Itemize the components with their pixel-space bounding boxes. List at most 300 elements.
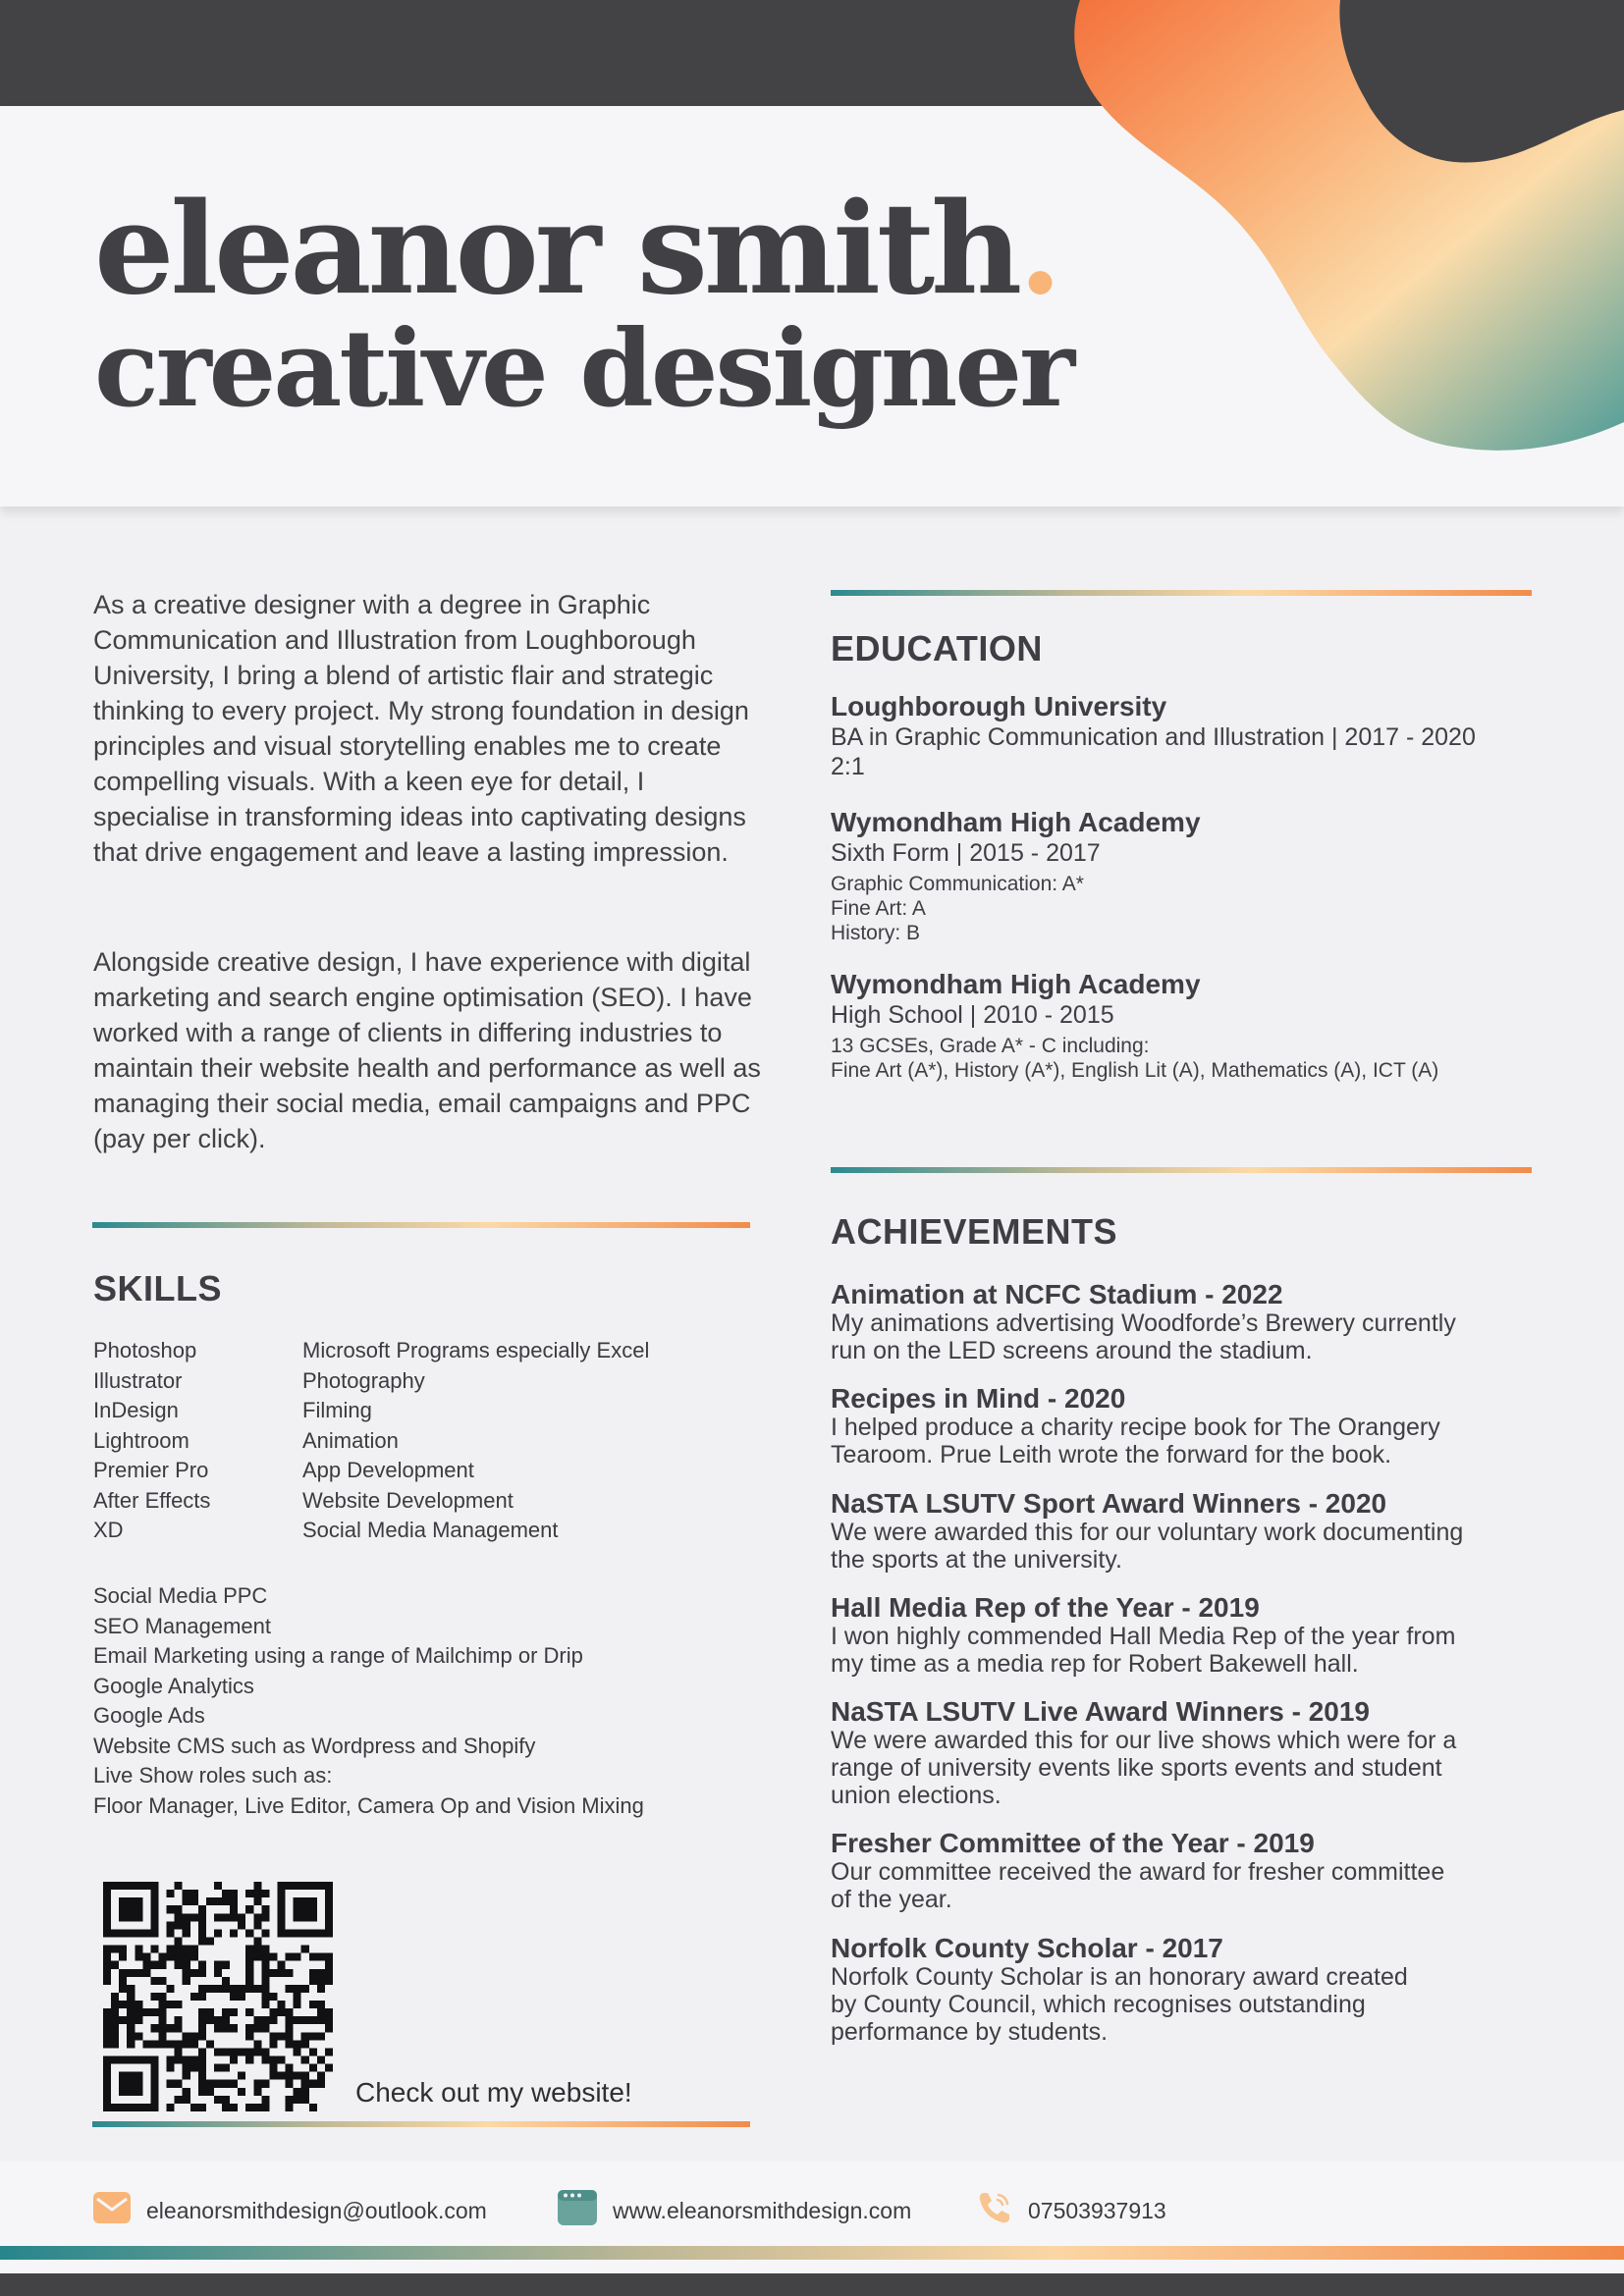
qr-module [294, 1953, 301, 1961]
contact-website[interactable] [558, 2191, 911, 2230]
achievements-divider [831, 1167, 1532, 1173]
qr-module [111, 2040, 119, 2048]
contact-phone[interactable] [977, 2191, 1166, 2230]
qr-module [103, 2096, 111, 2104]
qr-module [198, 1969, 206, 1977]
qr-module [253, 1985, 261, 1993]
qr-module [103, 1929, 111, 1937]
qr-module [238, 1993, 245, 2001]
qr-module [142, 1929, 150, 1937]
qr-module [190, 2056, 198, 2064]
qr-module [325, 2064, 333, 2072]
qr-module [253, 1897, 261, 1905]
qr-module [127, 1985, 135, 1993]
qr-module [103, 2016, 111, 2024]
qr-module [150, 2008, 158, 2016]
qr-module [150, 1913, 158, 1921]
qr-module [127, 1913, 135, 1921]
qr-module [253, 2040, 261, 2048]
qr-module [119, 1913, 127, 1921]
qr-module [325, 2024, 333, 2032]
qr-module [127, 2016, 135, 2024]
qr-module [150, 1897, 158, 1905]
qr-module [127, 2104, 135, 2111]
qr-module [103, 1921, 111, 1929]
skill-item: Photography [302, 1367, 425, 1393]
qr-module [317, 1977, 325, 1985]
qr-module [135, 1946, 142, 1953]
qr-module [222, 2048, 230, 2056]
skill-item: Email Marketing using a range of Mailchimp or Drip [93, 1643, 583, 1668]
qr-module [175, 2040, 183, 2048]
qr-module [167, 2024, 175, 2032]
qr-module [294, 1905, 301, 1913]
qr-module [230, 1985, 238, 1993]
qr-module [214, 1985, 222, 1993]
grade-line: 2:1 [831, 753, 865, 780]
qr-module [253, 1890, 261, 1897]
qr-module [245, 1953, 253, 1961]
qr-module [222, 2016, 230, 2024]
qr-module [142, 2040, 150, 2048]
qr-module [119, 1897, 127, 1905]
qr-module [261, 2056, 269, 2064]
qr-module [183, 2072, 190, 2080]
qr-module [135, 2016, 142, 2024]
qr-module [119, 2080, 127, 2088]
qr-module [278, 2008, 286, 2016]
qr-module [214, 1969, 222, 1977]
qr-module [230, 1905, 238, 1913]
skill-item: Website Development [302, 1487, 514, 1513]
qr-module [230, 1993, 238, 2001]
qr-module [150, 1890, 158, 1897]
qr-module [269, 2008, 277, 2016]
qr-module [325, 1890, 333, 1897]
qr-module [127, 1905, 135, 1913]
qr-module [127, 1969, 135, 1977]
qr-module [253, 1953, 261, 1961]
qr-module [325, 1977, 333, 1985]
qr-module [119, 1946, 127, 1953]
qr-module [175, 1921, 183, 1929]
qr-module [127, 2008, 135, 2016]
qr-module [103, 1897, 111, 1905]
qr-module [222, 2008, 230, 2016]
achievement-description: of the year. [831, 1886, 952, 1913]
skill-item: Premier Pro [93, 1458, 209, 1482]
qr-module [119, 1985, 127, 1993]
qr-module [294, 1897, 301, 1905]
qr-module [245, 2024, 253, 2032]
qr-module [119, 1977, 127, 1985]
qr-module [301, 1929, 309, 1937]
qr-module [127, 2088, 135, 2096]
qr-module [245, 2104, 253, 2111]
qr-module [183, 1977, 190, 1985]
qr-module [142, 2008, 150, 2016]
qr-module [238, 1985, 245, 1993]
qr-module [206, 2088, 214, 2096]
achievement-title: Animation at NCFC Stadium - 2022 [831, 1279, 1283, 1309]
qr-module [167, 1985, 175, 1993]
qr-module [222, 1977, 230, 1985]
qr-module [135, 1913, 142, 1921]
qr-module [119, 1953, 127, 1961]
qr-module [183, 2040, 190, 2048]
qr-module [206, 2008, 214, 2016]
qr-module [214, 1897, 222, 1905]
qr-module [261, 1969, 269, 1977]
skill-item: SEO Management [93, 1613, 271, 1638]
achievement-entry [831, 1384, 1538, 1468]
qr-module [222, 1961, 230, 1969]
qr-module [111, 2024, 119, 2032]
qr-module [158, 1961, 166, 1969]
qr-module [127, 2032, 135, 2040]
qr-module [111, 1961, 119, 1969]
qr-module [245, 1890, 253, 1897]
qr-module [206, 2080, 214, 2088]
qr-module [261, 1993, 269, 2001]
qr-module [253, 2024, 261, 2032]
qr-module [286, 1969, 294, 1977]
achievement-description: the sports at the university. [831, 1546, 1122, 1574]
qr-module [103, 1961, 111, 1969]
qr-module [135, 2072, 142, 2080]
qr-module [150, 1905, 158, 1913]
qr-module [103, 2040, 111, 2048]
qr-module [325, 1961, 333, 1969]
qr-module [119, 1905, 127, 1913]
qr-module [119, 2001, 127, 2008]
qr-module [294, 2048, 301, 2056]
qr-module [111, 1946, 119, 1953]
qr-module [119, 1969, 127, 1977]
qr-module [167, 1929, 175, 1937]
qr-module [278, 1921, 286, 1929]
skills-title: SKILLS [93, 1268, 223, 1308]
qr-module [301, 2040, 309, 2048]
about-paragraph-1: As a creative designer with a degree in Graphic Communication and Illustration from Loughborough University, I bring a blend of artistic flair and strategic thinking to every project. My strong foundation in design principles and visual storytelling enables me to create compelling visuals. With a keen eye for detail, I specialise in transforming ideas into captivating designs that drive engagement and leave a lasting impression. [93, 590, 749, 867]
qr-module [190, 1953, 198, 1961]
qr-module [214, 2016, 222, 2024]
qr-module [309, 2001, 317, 2008]
qr-module [309, 2104, 317, 2111]
email-text: eleanorsmithdesign@outlook.com [146, 2197, 487, 2223]
qr-module [103, 1890, 111, 1897]
qr-module [111, 2104, 119, 2111]
qr-module [190, 1913, 198, 1921]
qr-divider [92, 2121, 750, 2127]
qr-module [245, 2008, 253, 2016]
degree-line: Sixth Form | 2015 - 2017 [831, 839, 1101, 867]
qr-module [278, 2072, 286, 2080]
qr-module [301, 2072, 309, 2080]
skill-item: Illustrator [93, 1367, 183, 1393]
qr-module [245, 1929, 253, 1937]
qr-module [135, 1929, 142, 1937]
qr-module [245, 1969, 253, 1977]
qr-module [150, 1961, 158, 1969]
qr-module [253, 1882, 261, 1890]
qr-module [175, 1946, 183, 1953]
qr-module [198, 2080, 206, 2088]
qr-module [150, 2096, 158, 2104]
qr-module [214, 2080, 222, 2088]
qr-module [317, 2072, 325, 2080]
achievement-entry [831, 1593, 1538, 1678]
qr-module [286, 2032, 294, 2040]
qr-module [167, 1953, 175, 1961]
qr-module [309, 2064, 317, 2072]
qr-module [183, 2064, 190, 2072]
qr-module [286, 2024, 294, 2032]
qr-module [253, 2088, 261, 2096]
qr-module [301, 1946, 309, 1953]
grade-line: History: B [831, 922, 921, 944]
achievement-title: Fresher Committee of the Year - 2019 [831, 1828, 1315, 1858]
qr-module [294, 2096, 301, 2104]
qr-module [183, 2056, 190, 2064]
skill-item: Google Analytics [93, 1673, 254, 1698]
qr-module [175, 1937, 183, 1945]
qr-module [135, 2001, 142, 2008]
qr-module [222, 2096, 230, 2104]
job-title: creative designer [94, 307, 1073, 431]
degree-line: High School | 2010 - 2015 [831, 1001, 1114, 1029]
qr-module [103, 2008, 111, 2016]
qr-module [103, 2080, 111, 2088]
qr-module [278, 1882, 286, 1890]
qr-module [142, 1961, 150, 1969]
skill-item: Lightroom [93, 1427, 189, 1453]
qr-module [325, 1929, 333, 1937]
qr-module [269, 2072, 277, 2080]
qr-module [150, 1929, 158, 1937]
qr-module [127, 2001, 135, 2008]
qr-module [301, 1882, 309, 1890]
qr-module [286, 2104, 294, 2111]
qr-module [261, 2024, 269, 2032]
qr-module [317, 1969, 325, 1977]
qr-module [286, 1929, 294, 1937]
qr-module [135, 2080, 142, 2088]
skill-item: Microsoft Programs especially Excel [302, 1338, 650, 1362]
qr-module [175, 1913, 183, 1921]
qr-module [269, 2056, 277, 2064]
qr-module [127, 2080, 135, 2088]
qr-module [198, 2032, 206, 2040]
qr-module [150, 2080, 158, 2088]
achievement-title: NaSTA LSUTV Live Award Winners - 2019 [831, 1696, 1371, 1727]
qr-module [214, 1961, 222, 1969]
qr-module [198, 2072, 206, 2080]
qr-module [190, 1897, 198, 1905]
contact-email[interactable] [93, 2191, 487, 2230]
achievement-description: I helped produce a charity recipe book for The Orangery [831, 1414, 1440, 1441]
achievement-entry [831, 1280, 1538, 1364]
qr-module [127, 1993, 135, 2001]
qr-module [317, 2008, 325, 2016]
achievement-description: by County Council, which recognises outstanding [831, 1991, 1366, 2018]
qr-module [301, 2088, 309, 2096]
education-divider [831, 590, 1532, 596]
envelope-icon [93, 2191, 131, 2230]
qr-module [175, 1905, 183, 1913]
qr-module [103, 2072, 111, 2080]
qr-module [245, 2032, 253, 2040]
grade-line: Fine Art: A [831, 897, 926, 920]
qr-module [294, 2072, 301, 2080]
qr-module [278, 2056, 286, 2064]
qr-module [167, 2104, 175, 2111]
qr-module [309, 2016, 317, 2024]
qr-module [286, 2008, 294, 2016]
skill-item: Google Ads [93, 1703, 205, 1728]
achievement-entry [831, 1934, 1538, 2046]
qr-module [198, 1905, 206, 1913]
qr-module [325, 1953, 333, 1961]
footer-gradient-stripe [0, 2246, 1624, 2260]
website-qr-code[interactable] [103, 1882, 333, 2111]
institution-name: Wymondham High Academy [831, 807, 1201, 837]
qr-module [230, 1929, 238, 1937]
qr-module [278, 1913, 286, 1921]
qr-module [214, 2048, 222, 2056]
phone-text: 07503937913 [1028, 2197, 1166, 2223]
qr-module [245, 1905, 253, 1913]
qr-module [294, 2040, 301, 2048]
qr-module [167, 1905, 175, 1913]
skill-item: Website CMS such as Wordpress and Shopify [93, 1733, 536, 1758]
skill-item: XD [93, 1518, 124, 1542]
qr-module [222, 2080, 230, 2088]
qr-module [198, 1937, 206, 1945]
website-text: www.eleanorsmithdesign.com [613, 2197, 912, 2223]
qr-module [253, 2080, 261, 2088]
qr-module [230, 1913, 238, 1921]
qr-module [253, 2104, 261, 2111]
achievement-description: My animations advertising Woodforde’s Brewery currently [831, 1309, 1456, 1337]
qr-module [142, 1953, 150, 1961]
qr-module [238, 2048, 245, 2056]
qr-module [111, 1882, 119, 1890]
qr-module [325, 1969, 333, 1977]
qr-module [294, 1993, 301, 2001]
qr-module [103, 1977, 111, 1985]
qr-module [167, 1890, 175, 1897]
institution-name: Wymondham High Academy [831, 969, 1201, 999]
qr-module [103, 2104, 111, 2111]
qr-module [198, 1921, 206, 1929]
qr-module [198, 2048, 206, 2056]
qr-module [142, 2104, 150, 2111]
qr-module [294, 1929, 301, 1937]
achievement-title: Norfolk County Scholar - 2017 [831, 1933, 1223, 1963]
qr-module [261, 1929, 269, 1937]
qr-module [183, 2096, 190, 2104]
institution-name: Loughborough University [831, 691, 1167, 721]
qr-module [317, 1882, 325, 1890]
qr-module [175, 1953, 183, 1961]
qr-module [309, 1905, 317, 1913]
qr-module [278, 1929, 286, 1937]
qr-module [127, 1897, 135, 1905]
qr-module [198, 1913, 206, 1921]
qr-module [261, 1985, 269, 1993]
qr-module [150, 1921, 158, 1929]
qr-module [135, 2104, 142, 2111]
qr-module [167, 2040, 175, 2048]
qr-module [222, 2024, 230, 2032]
qr-module [317, 2001, 325, 2008]
qr-module [261, 2080, 269, 2088]
qr-module [325, 2048, 333, 2056]
qr-module [286, 2072, 294, 2080]
qr-module [301, 2096, 309, 2104]
qr-module [230, 2104, 238, 2111]
qr-module [261, 1890, 269, 1897]
qr-module [222, 1913, 230, 1921]
qr-module [158, 1953, 166, 1961]
qr-module [278, 1905, 286, 1913]
qr-module [111, 2016, 119, 2024]
qr-module [135, 1969, 142, 1977]
qr-module [158, 2040, 166, 2048]
qr-module [158, 1977, 166, 1985]
qr-module [183, 1890, 190, 1897]
qr-module [286, 1882, 294, 1890]
qr-module [253, 1946, 261, 1953]
achievement-description: I won highly commended Hall Media Rep of the year from [831, 1623, 1456, 1650]
qr-module [294, 2001, 301, 2008]
qr-module [261, 2001, 269, 2008]
qr-module [278, 2001, 286, 2008]
grade-line: 13 GCSEs, Grade A* - C including: [831, 1035, 1150, 1057]
skill-item: Photoshop [93, 1338, 197, 1362]
qr-module [111, 2056, 119, 2064]
qr-module [135, 1953, 142, 1961]
qr-module [230, 2048, 238, 2056]
qr-module [190, 1946, 198, 1953]
qr-module [317, 2056, 325, 2064]
qr-module [135, 1905, 142, 1913]
qr-module [214, 1913, 222, 1921]
qr-module [309, 1882, 317, 1890]
qr-module [286, 2064, 294, 2072]
qr-module [261, 1913, 269, 1921]
qr-module [325, 2016, 333, 2024]
skills-column-2 [302, 1336, 649, 1546]
qr-module [261, 1946, 269, 1953]
qr-module [111, 1993, 119, 2001]
qr-module [206, 1897, 214, 1905]
qr-module [269, 1953, 277, 1961]
achievement-description: run on the LED screens around the stadium. [831, 1337, 1313, 1364]
qr-module [190, 2064, 198, 2072]
qr-module [269, 2016, 277, 2024]
qr-module [183, 1913, 190, 1921]
qr-module [150, 1946, 158, 1953]
qr-module [294, 1882, 301, 1890]
qr-module [103, 1882, 111, 1890]
qr-module [198, 2104, 206, 2111]
qr-module [269, 1969, 277, 1977]
qr-module [214, 2096, 222, 2104]
qr-module [278, 1961, 286, 1969]
qr-module [150, 2056, 158, 2064]
